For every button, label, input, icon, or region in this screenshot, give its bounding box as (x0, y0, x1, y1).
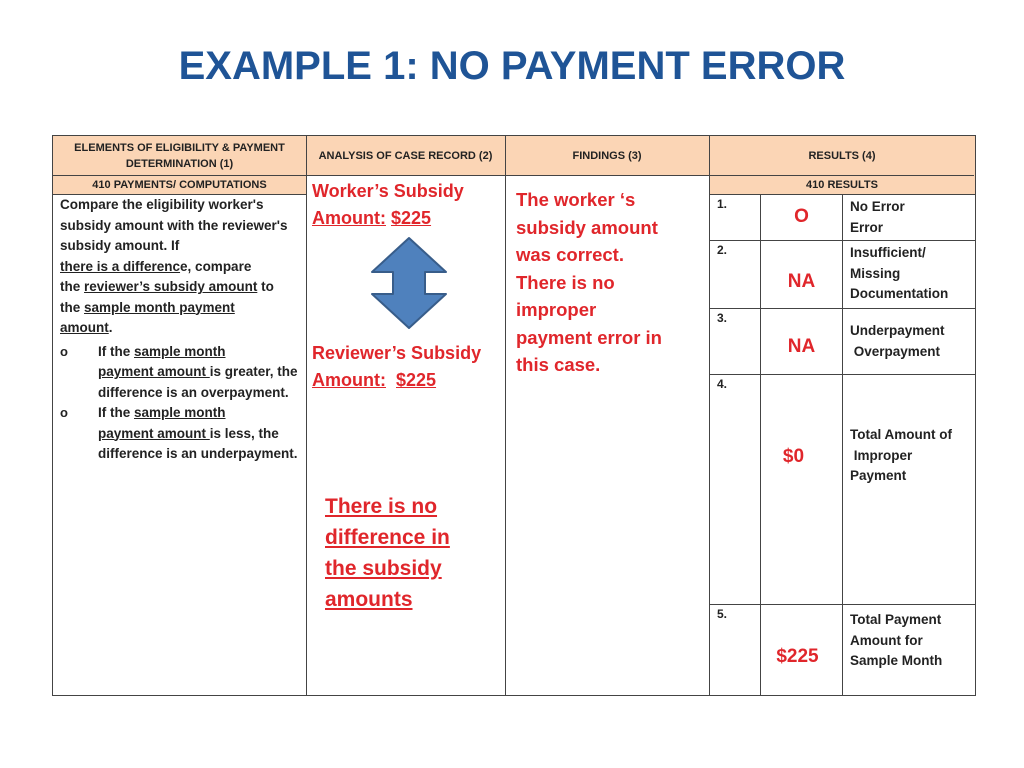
header-analysis: ANALYSIS OF CASE RECORD (2) (306, 136, 505, 175)
case-review-table (52, 135, 976, 696)
result-label: No Error Error (850, 199, 905, 235)
result-value: $0 (782, 446, 805, 467)
result-number: 1. (717, 197, 728, 211)
reviewer-subsidy: Reviewer’s Subsidy Amount: $225 (312, 343, 482, 390)
result-number: 2. (717, 243, 728, 257)
findings-text: The worker ‘s subsidy amount was correct. There is no improper payment error in this case. (516, 189, 662, 375)
result-value: NA (787, 336, 816, 357)
header-elements: ELEMENTS OF ELIGIBILITY & PAYMENT DETERMINATION (1) (53, 136, 306, 175)
result-label: Total Amount of Improper Payment (850, 427, 952, 483)
result-value: O (794, 206, 809, 227)
header-findings: FINDINGS (3) (505, 136, 709, 175)
bullet-overpayment: o If the sample month payment amount is greater, the difference is an overpayment. (60, 342, 303, 404)
result-label: Underpayment Overpayment (850, 323, 945, 359)
result-label: Insufficient/ Missing Documentation (850, 245, 949, 301)
bullet-icon: o (60, 343, 68, 359)
header-results: RESULTS (4) (709, 136, 975, 175)
subheader-results: 410 RESULTS (709, 175, 975, 194)
analysis-conclusion: There is no difference in the subsidy amounts (325, 495, 450, 611)
result-number: 3. (717, 311, 728, 325)
double-arrow-icon (368, 236, 450, 330)
result-label: Total Payment Amount for Sample Month (850, 612, 943, 668)
elements-text: Compare the eligibility worker's subsidy amount with the reviewer's subsidy amount. If there is a difference, compare the reviewer’s subsidy amount to the sample month payment amount. o If the sample month payment amount is greater, the difference is an overpayment. o If the sample month payment amount is less, the difference is an underpayment. (60, 195, 303, 465)
bullet-underpayment: o If the sample month payment amount is less, the difference is an underpayment. (60, 403, 303, 465)
result-value: $225 (776, 646, 819, 667)
result-value: NA (787, 271, 816, 292)
result-number: 5. (717, 607, 728, 621)
subheader-payments: 410 PAYMENTS/ COMPUTATIONS (53, 175, 306, 194)
bullet-icon: o (60, 405, 68, 420)
page-title: EXAMPLE 1: NO PAYMENT ERROR (178, 44, 846, 88)
result-number: 4. (717, 377, 728, 391)
worker-subsidy: Worker’s Subsidy Amount: $225 (312, 181, 464, 228)
